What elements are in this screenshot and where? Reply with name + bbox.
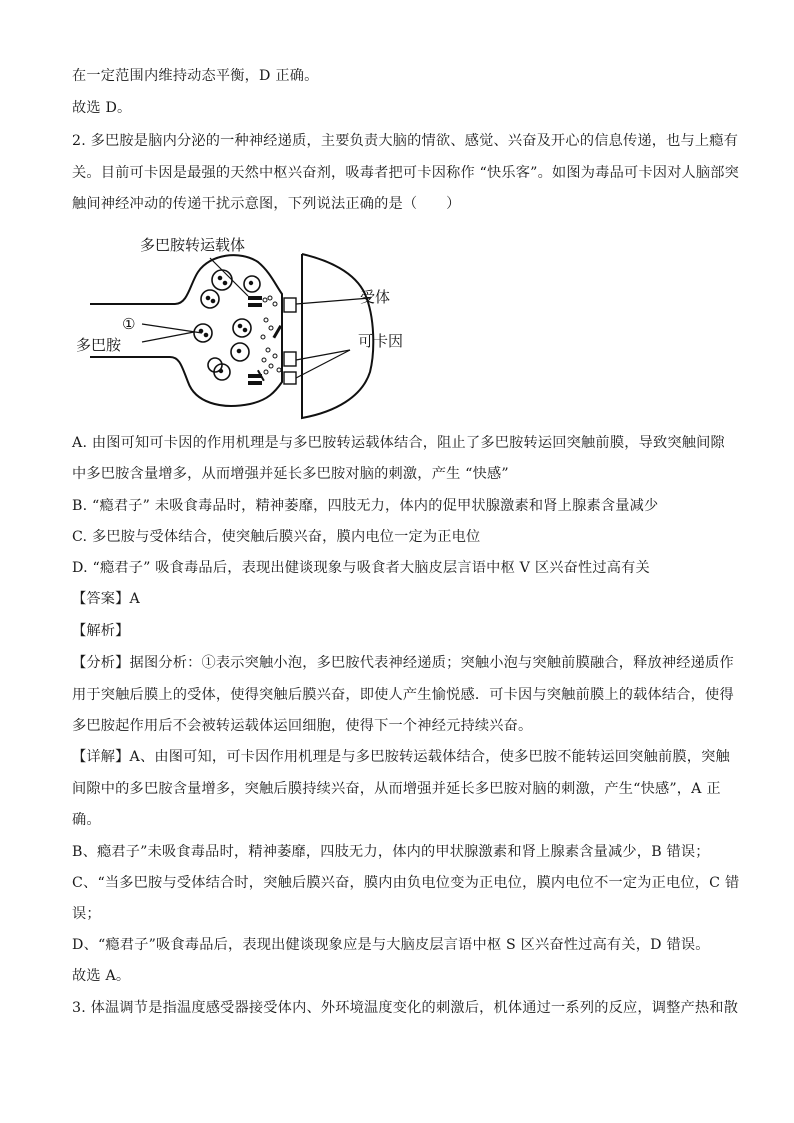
detail-text: D、“瘾君子”吸食毒品后，表现出健谈现象应是与大脑皮层言语中枢 S 区兴奋性过高有关，D 错误。 <box>72 937 710 953</box>
question-2-text: 2. 多巴胺是脑内分泌的一种神经递质，主要负责大脑的情欲、感觉、兴奋及开心的信息传递，也与上瘾有 <box>72 133 739 149</box>
detail-text: 确。 <box>72 812 101 828</box>
analysis-heading: 【解析】 <box>72 623 130 639</box>
label-vesicle: ① <box>122 315 136 333</box>
label-cocaine: 可卡因 <box>358 332 404 350</box>
text-line: 故选 A。 <box>72 968 131 984</box>
receptors <box>284 298 296 384</box>
analysis-text: 用于突触后膜上的受体，使得突触后膜兴奋，即使人产生愉悦感．可卡因与突触前膜上的载体结合，使得 <box>72 687 734 703</box>
text-line: 故选 D。 <box>72 100 132 116</box>
option-a: 中多巴胺含量增多，从而增强并延长多巴胺对脑的刺激，产生 “快感” <box>72 466 509 482</box>
detail-text: 误； <box>72 906 101 922</box>
question-3-text: 3. 体温调节是指温度感受器接受体内、外环境温度变化的刺激后，机体通过一系列的反应，调整产热和散 <box>72 1000 739 1016</box>
transporters <box>248 296 282 385</box>
analysis-text: 【分析】据图分析：①表示突触小泡，多巴胺代表神经递质；突触小泡与突触前膜融合，释放神经递质作 <box>72 655 734 671</box>
label-dopamine: 多巴胺 <box>76 336 122 354</box>
answer: 【答案】A <box>72 591 140 607</box>
option-a: A. 由图可知可卡因的作用机理是与多巴胺转运载体结合，阻止了多巴胺转运回突触前膜，导致突触间隙 <box>72 435 725 451</box>
analysis-text: 多巴胺起作用后不会被转运载体运回细胞，使得下一个神经元持续兴奋。 <box>72 718 533 734</box>
synapse-diagram <box>70 232 430 428</box>
question-2-text: 关。目前可卡因是最强的天然中枢兴奋剂，吸毒者把可卡因称作 “快乐客”。如图为毒品可卡因对人脑部突 <box>72 165 740 181</box>
option-c: C. 多巴胺与受体结合，使突触后膜兴奋，膜内电位一定为正电位 <box>72 529 481 545</box>
option-b: B. “瘾君子” 未吸食毒品时，精神萎靡，四肢无力，体内的促甲状腺激素和肾上腺素含量减少 <box>72 498 659 514</box>
vesicles <box>194 270 260 380</box>
label-receptor: 受体 <box>360 288 391 306</box>
detail-text: C、“当多巴胺与受体结合时，突触后膜兴奋，膜内由负电位变为正电位，膜内电位不一定为正电位，C 错 <box>72 875 740 891</box>
detail-text: 【详解】A、由图可知，可卡因作用机理是与多巴胺转运载体结合，使多巴胺不能转运回突触前膜，突触 <box>72 749 730 765</box>
dopamine-dots <box>261 296 281 374</box>
detail-text: 间隙中的多巴胺含量增多，突触后膜持续兴奋，从而增强并延长多巴胺对脑的刺激，产生“快感”，A 正 <box>72 781 721 797</box>
text-line: 在一定范围内维持动态平衡，D 正确。 <box>72 68 319 84</box>
option-d: D. “瘾君子” 吸食毒品后，表现出健谈现象与吸食者大脑皮层言语中枢 V 区兴奋性过高有关 <box>72 560 650 576</box>
question-2-text: 触间神经冲动的传递干扰示意图，下列说法正确的是（ ） <box>72 196 461 212</box>
detail-text: B、瘾君子”未吸食毒品时，精神萎靡，四肢无力，体内的甲状腺激素和肾上腺素含量减少，B 错误； <box>72 844 710 860</box>
label-transporter: 多巴胺转运载体 <box>140 236 246 254</box>
